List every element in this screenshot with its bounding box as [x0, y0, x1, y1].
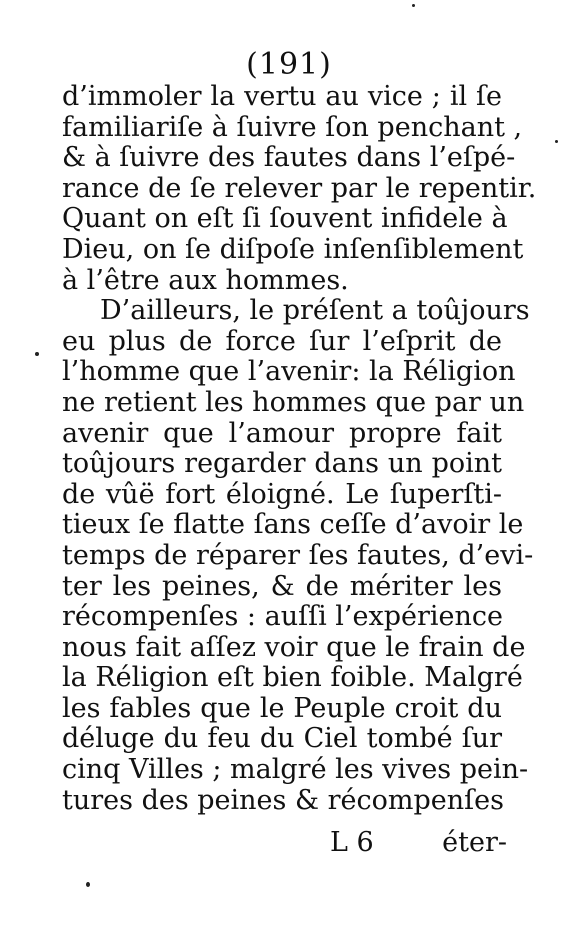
text-line: eu plus de force ſur l’eſprit de — [62, 325, 502, 357]
text-line: ter les peines, & de mériter les — [62, 570, 502, 602]
text-line: tures des peines & récompenſes — [62, 784, 504, 816]
ink-speck — [412, 4, 415, 7]
page-number: (191) — [246, 47, 332, 82]
text-line: à l’être aux hommes. — [62, 264, 349, 296]
text-line: tieux ſe flatte ſans ceſſe d’avoir le — [62, 509, 524, 541]
text-line: rance de ſe relever par le repentir. — [62, 172, 537, 204]
paragraph-start-line: D’ailleurs, le préſent a toûjours — [100, 295, 530, 327]
text-line: & à ſuivre des fautes dans l’eſpé- — [62, 142, 516, 174]
ink-speck — [555, 140, 558, 143]
text-line: d’immoler la vertu au vice ; il ſe — [62, 81, 502, 112]
text-line: familiariſe à ſuivre ſon penchant , — [62, 111, 523, 143]
text-line: déluge du feu du Ciel tombé ſur — [62, 723, 502, 755]
page-footer — [62, 826, 507, 860]
text-line: la Réligion eſt bien foible. Malgré — [62, 662, 523, 694]
text-line: avenir que l’amour propre fait — [62, 417, 502, 449]
text-line: les fables que le Peuple croit du — [62, 692, 502, 724]
signature-mark: L 6 — [330, 827, 374, 858]
ink-speck — [86, 882, 90, 887]
catchword: éter- — [442, 827, 507, 858]
text-line: de vûë fort éloigné. Le ſuperſti- — [62, 478, 502, 510]
text-line: temps de réparer ſes fautes, d’evi- — [62, 539, 534, 571]
text-line: Quant on eſt ſi ſouvent infidele à — [62, 203, 508, 235]
text-line: l’homme que l’avenir: la Réligion — [62, 356, 516, 388]
ink-speck — [35, 352, 39, 356]
text-line: Dieu, on ſe diſpoſe inſenſiblement — [62, 233, 524, 265]
text-line: récompenſes : auſſi l’expérience — [62, 601, 503, 633]
text-line: cinq Villes ; malgré les vives pein- — [62, 754, 529, 786]
body-text — [62, 81, 537, 816]
text-line: toûjours regarder dans un point — [62, 448, 502, 480]
text-line: nous fait aſſez voir que le frain de — [62, 631, 526, 663]
text-line: ne retient les hommes que par un — [62, 386, 525, 418]
